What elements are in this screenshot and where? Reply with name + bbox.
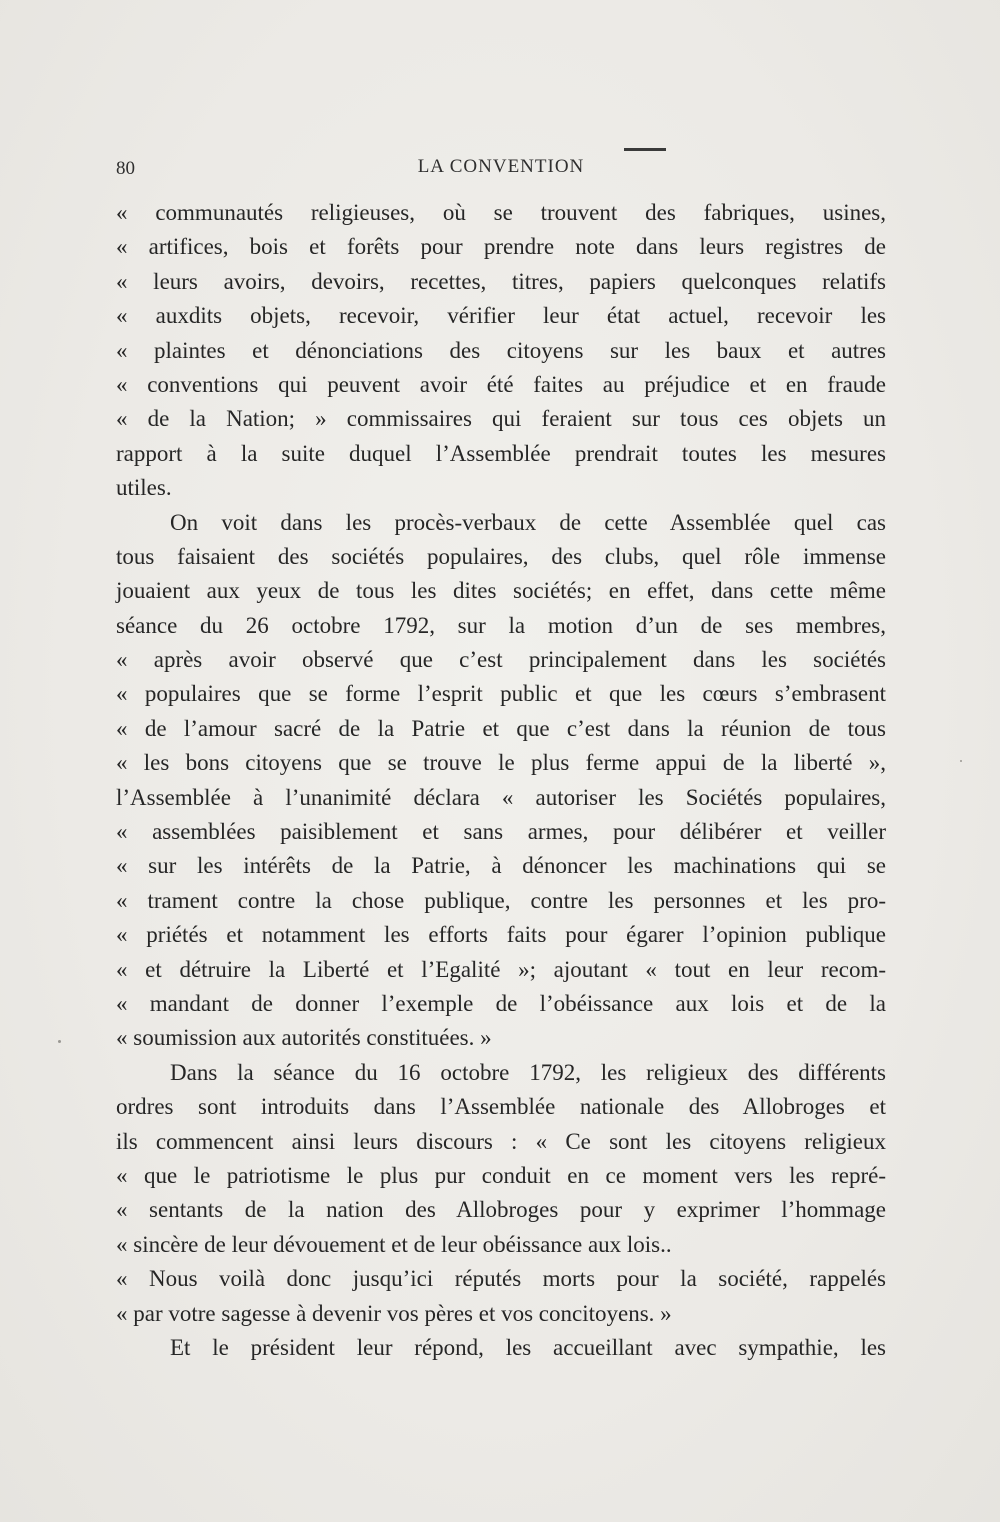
text-line: « sentants de la nation des Allobroges pour y exprimer l’hommage [116, 1197, 886, 1223]
text-line: « soumission aux autorités constituées. » [116, 1025, 492, 1051]
text-line: « et détruire la Liberté et l’Egalité »; ajoutant « tout en leur recom- [116, 956, 886, 982]
text-line: Et le président leur répond, les accueillant avec sympathie, les [170, 1334, 886, 1360]
text-line: utiles. [116, 475, 172, 501]
body-text [116, 196, 886, 1365]
text-line: « plaintes et dénonciations des citoyens sur les baux et autres [116, 337, 886, 363]
text-line: « de l’amour sacré de la Patrie et que c’est dans la réunion de tous [116, 715, 886, 741]
text-line: ils commencent ainsi leurs discours : « Ce sont les citoyens religieux [116, 1128, 886, 1154]
text-line: « que le patriotisme le plus pur conduit en ce moment vers les repré- [116, 1162, 886, 1188]
header-ornament [624, 148, 666, 151]
text-line: « de la Nation; » commissaires qui feraient sur tous ces objets un [116, 406, 886, 432]
paper-speck [960, 760, 962, 762]
text-line: « mandant de donner l’exemple de l’obéissance aux lois et de la [116, 990, 886, 1016]
paper-speck [58, 1040, 61, 1043]
text-line: « assemblées paisiblement et sans armes, pour délibérer et veiller [116, 819, 886, 845]
text-line: tous faisaient des sociétés populaires, des clubs, quel rôle immense [116, 543, 886, 569]
text-line: « populaires que se forme l’esprit public et que les cœurs s’embrasent [116, 681, 886, 707]
text-line: « les bons citoyens que se trouve le plus ferme appui de la liberté », [116, 750, 886, 776]
text-line: séance du 26 octobre 1792, sur la motion d’un de ses membres, [116, 612, 886, 638]
text-line: « par votre sagesse à devenir vos pères et vos concitoyens. » [116, 1300, 672, 1326]
text-line: l’Assemblée à l’unanimité déclara « autoriser les Sociétés populaires, [116, 784, 886, 810]
text-line: ordres sont introduits dans l’Assemblée nationale des Allobroges et [116, 1094, 886, 1120]
text-line: Dans la séance du 16 octobre 1792, les religieux des différents [170, 1059, 886, 1085]
text-line: « trament contre la chose publique, contre les personnes et les pro- [116, 887, 886, 913]
text-line: « communautés religieuses, où se trouvent des fabriques, usines, [116, 200, 886, 225]
text-line: « leurs avoirs, devoirs, recettes, titres, papiers quelconques relatifs [116, 268, 886, 294]
text-line: « Nous voilà donc jusqu’ici réputés morts pour la société, rappelés [116, 1266, 886, 1292]
text-line: rapport à la suite duquel l’Assemblée prendrait toutes les mesures [116, 440, 886, 466]
text-line: « priétés et notamment les efforts faits pour égarer l’opinion publique [116, 922, 886, 948]
text-line: « sur les intérêts de la Patrie, à dénoncer les machinations qui se [116, 853, 886, 879]
text-line: On voit dans les procès-verbaux de cette Assemblée quel cas [170, 509, 886, 535]
text-line: « auxdits objets, recevoir, vérifier leur état actuel, recevoir les [116, 303, 886, 329]
page-header [116, 148, 886, 182]
text-line: « sincère de leur dévouement et de leur obéissance aux lois.. [116, 1231, 672, 1257]
running-title: LA CONVENTION [417, 156, 585, 177]
page-number: 80 [116, 158, 135, 179]
text-line: « artifices, bois et forêts pour prendre note dans leurs registres de [116, 234, 886, 260]
text-line: « conventions qui peuvent avoir été faites au préjudice et en fraude [116, 371, 886, 397]
text-line: « après avoir observé que c’est principalement dans les sociétés [116, 647, 886, 673]
text-line: jouaient aux yeux de tous les dites sociétés; en effet, dans cette même [116, 578, 886, 604]
